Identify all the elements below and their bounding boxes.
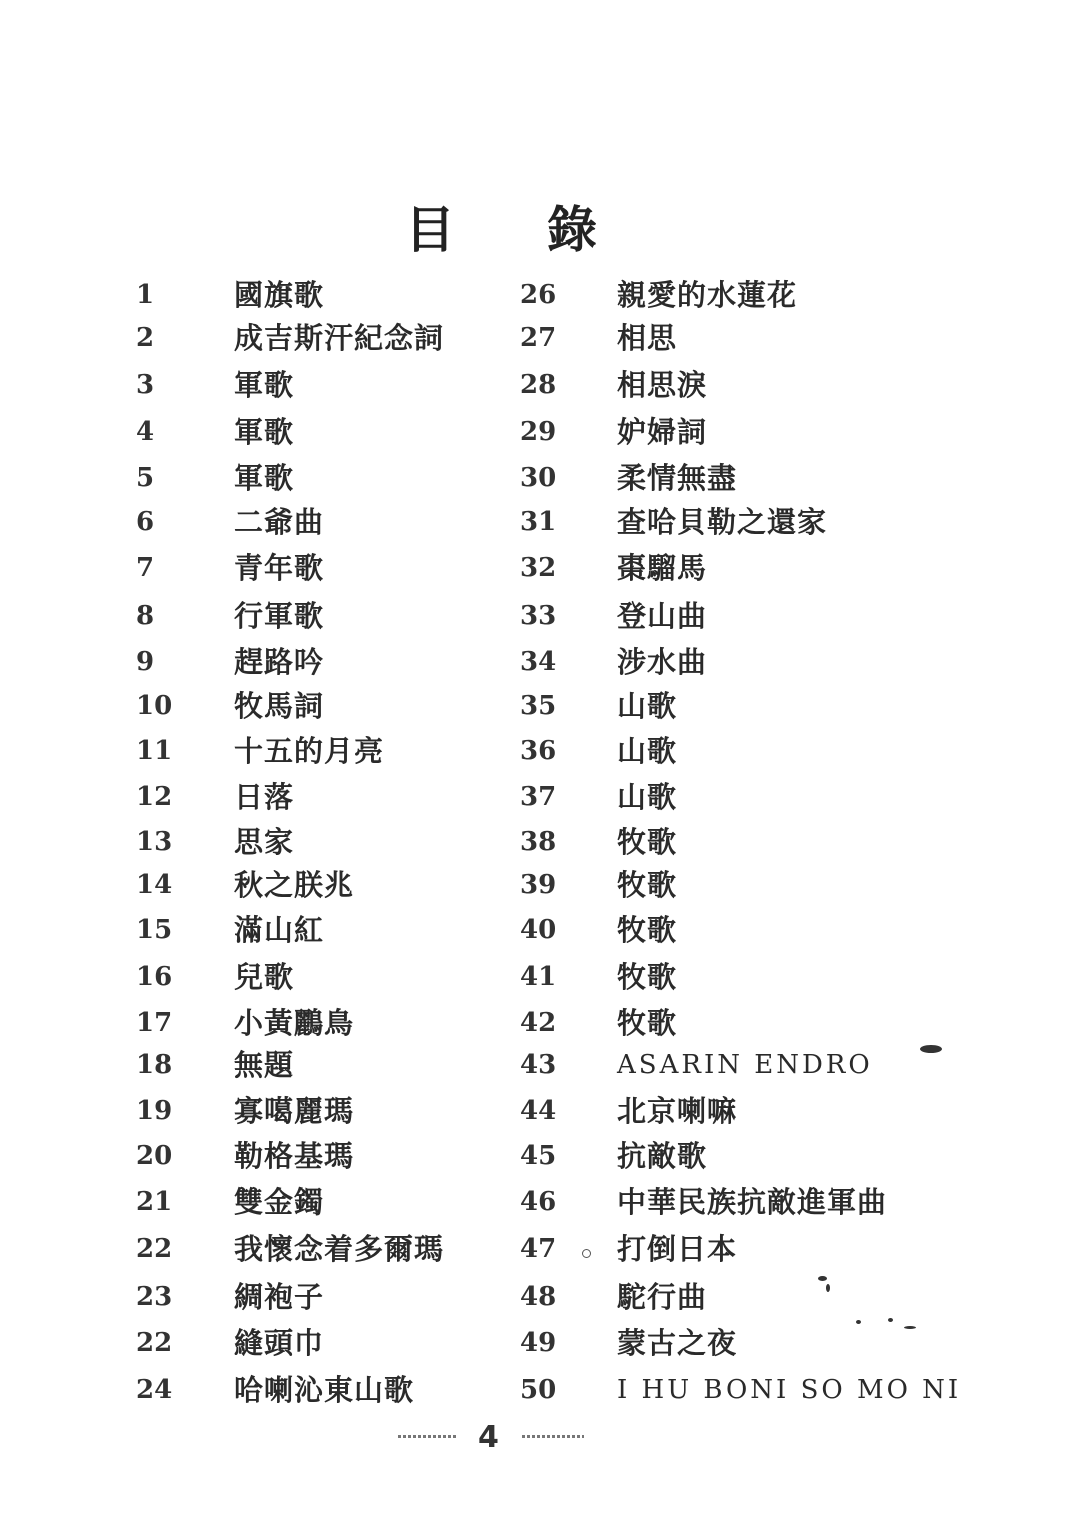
toc-entry-title: 趕路吟 [234, 645, 325, 679]
toc-entry-title: 山歌 [617, 780, 678, 814]
toc-entry-number: 19 [136, 1096, 173, 1126]
toc-entry-number: 16 [136, 962, 173, 992]
toc-entry-title: 中華民族抗敵進軍曲 [617, 1185, 888, 1219]
toc-entry-number: 38 [520, 827, 557, 857]
toc-entry-title: 我懷念着多爾瑪 [234, 1232, 445, 1266]
toc-entry-title: 牧歌 [617, 913, 678, 947]
toc-entry-number: 27 [520, 323, 557, 353]
toc-entry-title: 二爺曲 [234, 505, 325, 539]
footer-rule-right [522, 1435, 584, 1438]
toc-entry-number: 48 [520, 1282, 557, 1312]
toc-entry-number: 13 [136, 827, 173, 857]
page-footer [0, 1420, 1080, 1460]
toc-entry-title: 思家 [234, 825, 295, 859]
toc-entry-title: I HU BONI SO MO NI [617, 1375, 962, 1405]
toc-entry-number: 39 [520, 870, 557, 900]
toc-entry-title: 國旗歌 [234, 278, 325, 312]
toc-entry-title: 日落 [234, 780, 295, 814]
title-char-2: 錄 [547, 200, 597, 259]
toc-entry-number: 18 [136, 1050, 173, 1080]
toc-entry-number: 41 [520, 962, 557, 992]
toc-entry-number: 49 [520, 1328, 557, 1358]
toc-entry-title: 秋之朕兆 [234, 868, 355, 902]
toc-entry-title: 涉水曲 [617, 645, 708, 679]
toc-entry-title: 親愛的水蓮花 [617, 278, 798, 312]
toc-entry-number: 15 [136, 915, 173, 945]
toc-entry-number: 36 [520, 736, 557, 766]
toc-entry-title: 山歌 [617, 689, 678, 723]
footer-rule-left [398, 1435, 456, 1438]
toc-entry-title: 小黃鸝鳥 [234, 1006, 355, 1040]
ink-speck [826, 1284, 830, 1292]
toc-entry-title: 相思 [617, 321, 678, 355]
page-title [405, 200, 597, 259]
toc-entry-title: 行軍歌 [234, 599, 325, 633]
toc-entry-title: 棗騮馬 [617, 551, 708, 585]
toc-entry-title: 柔情無盡 [617, 461, 738, 495]
toc-entry-title: 妒婦詞 [617, 415, 708, 449]
toc-entry-number: 10 [136, 691, 173, 721]
toc-entry-title: 勒格基瑪 [234, 1139, 355, 1173]
toc-entry-title: 蒙古之夜 [617, 1326, 738, 1360]
toc-entry-title: 寡噶麗瑪 [234, 1094, 355, 1128]
ink-speck [888, 1318, 893, 1322]
toc-entry-title: 青年歌 [234, 551, 325, 585]
toc-entry-number: 40 [520, 915, 557, 945]
toc-entry-title: ASARIN ENDRO [617, 1050, 873, 1080]
toc-entry-number: 47 [520, 1234, 557, 1264]
toc-entry-number: 33 [520, 601, 557, 631]
toc-entry-number: 32 [520, 553, 557, 583]
toc-entry-number: 50 [520, 1375, 557, 1405]
toc-entry-number: 46 [520, 1187, 557, 1217]
toc-entry-title: 無題 [234, 1048, 295, 1082]
toc-entry-number: 5 [136, 463, 155, 493]
toc-entry-number: 17 [136, 1008, 173, 1038]
toc-entry-title: 牧歌 [617, 868, 678, 902]
toc-entry-number: 8 [136, 601, 155, 631]
toc-entry-number: 3 [136, 370, 155, 400]
toc-entry-number: 31 [520, 507, 557, 537]
toc-entry-number: 20 [136, 1141, 173, 1171]
toc-entry-title: 牧歌 [617, 825, 678, 859]
toc-entry-number: 21 [136, 1187, 173, 1217]
toc-entry-number: 34 [520, 647, 557, 677]
toc-entry-number: 11 [136, 736, 173, 766]
toc-entry-number: 23 [136, 1282, 173, 1312]
toc-entry-title: 縫頭巾 [234, 1326, 325, 1360]
ink-speck [904, 1326, 916, 1329]
toc-entry-title: 登山曲 [617, 599, 708, 633]
toc-entry-title: 成吉斯汗紀念詞 [234, 321, 445, 355]
toc-entry-number: 44 [520, 1096, 557, 1126]
toc-entry-number: 22 [136, 1328, 173, 1358]
toc-entry-number: 43 [520, 1050, 557, 1080]
toc-entry-number: 4 [136, 417, 155, 447]
toc-entry-number: 9 [136, 647, 155, 677]
toc-entry-number: 7 [136, 553, 155, 583]
toc-entry-title: 相思淚 [617, 368, 708, 402]
toc-entry-title: 抗敵歌 [617, 1139, 708, 1173]
toc-entry-title: 滿山紅 [234, 913, 325, 947]
ink-speck [818, 1276, 827, 1281]
toc-entry-number: 22 [136, 1234, 173, 1264]
toc-entry-number: 14 [136, 870, 173, 900]
toc-entry-title: 駝行曲 [617, 1280, 708, 1314]
toc-entry-number: 12 [136, 782, 173, 812]
toc-entry-title: 牧歌 [617, 1006, 678, 1040]
toc-entry-number: 28 [520, 370, 557, 400]
toc-entry-number: 1 [136, 280, 155, 310]
toc-entry-title: 牧歌 [617, 960, 678, 994]
ink-speck [920, 1045, 942, 1053]
toc-entry-title: 北京喇嘛 [617, 1094, 738, 1128]
toc-entry-title: 軍歌 [234, 415, 295, 449]
toc-entry-title: 十五的月亮 [234, 734, 385, 768]
toc-entry-number: 6 [136, 507, 155, 537]
toc-entry-title: 查哈貝勒之還家 [617, 505, 828, 539]
toc-entry-title: 山歌 [617, 734, 678, 768]
toc-entry-title: 綢袍子 [234, 1280, 325, 1314]
toc-entry-number: 29 [520, 417, 557, 447]
toc-entry-title: 軍歌 [234, 368, 295, 402]
toc-entry-title: 牧馬詞 [234, 689, 325, 723]
toc-entry-number: 26 [520, 280, 557, 310]
page-number: 4 [478, 1420, 499, 1455]
toc-entry-title: 兒歌 [234, 960, 295, 994]
toc-entry-number: 24 [136, 1375, 173, 1405]
toc-entry-title: 軍歌 [234, 461, 295, 495]
toc-entry-number: 2 [136, 323, 155, 353]
ink-speck [582, 1249, 591, 1258]
toc-entry-number: 30 [520, 463, 557, 493]
toc-entry-title: 哈喇沁東山歌 [234, 1373, 415, 1407]
toc-entry-number: 45 [520, 1141, 557, 1171]
toc-entry-title: 雙金鐲 [234, 1185, 325, 1219]
ink-speck [856, 1320, 861, 1324]
toc-entry-number: 37 [520, 782, 557, 812]
toc-entry-title: 打倒日本 [617, 1232, 738, 1266]
title-char-1: 目 [405, 200, 455, 259]
toc-entry-number: 35 [520, 691, 557, 721]
toc-entry-number: 42 [520, 1008, 557, 1038]
